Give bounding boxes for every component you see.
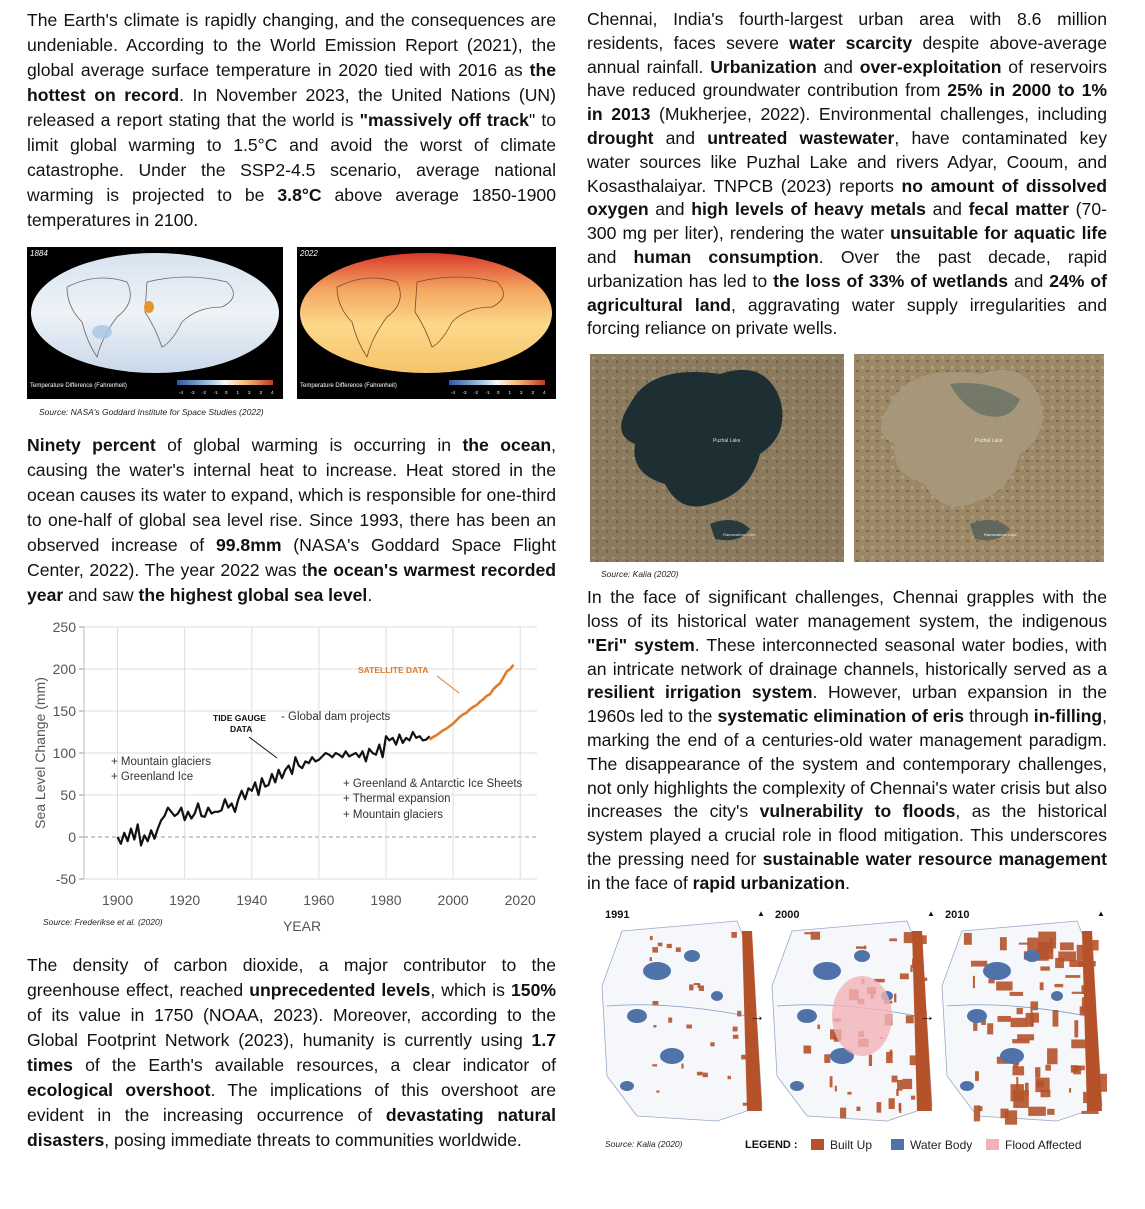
emphasis: untreated wastewater <box>707 127 895 148</box>
emphasis: fecal matter <box>968 199 1070 220</box>
emphasis: sustainable water resource management <box>762 848 1108 869</box>
svg-text:Puzhal Lake: Puzhal Lake <box>975 438 1003 445</box>
emphasis: no amount of dissolved oxygen <box>587 175 1107 220</box>
x-tick-label: 1960 <box>303 892 335 908</box>
map-year-label: 1991 <box>605 908 630 921</box>
carbon-paragraph: The density of carbon dioxide, a major contributor to the greenhouse effect, reached unprecedented levels, which is 150% of its value in 1750 (NOAA, 2023). Moreover, according to the Global Footprint Network (2023), humanity is currently using 1.7 times of the Earth's available resources, a clear indicator of ecological overshoot. The implications of this overshoot are evident in the increasing occurrence of devastating natural disasters, posing immediate threats to communities worldwide. <box>27 955 557 1150</box>
temperature-maps-source: Source: NASA's Goddard Institute for Space Studies (2022) <box>39 407 264 417</box>
emphasis: 25% in 2000 to 1% in 2013 <box>587 80 1108 125</box>
emphasis: the loss of 33% of wetlands <box>773 270 1009 291</box>
glaciers-annotation: + Mountain glaciers <box>111 756 212 768</box>
map-2022-legend-label: Temperature Difference (Fahrenheit) <box>300 383 397 389</box>
legend-title: LEGEND : <box>745 1138 798 1151</box>
y-axis-label: Sea Level Change (mm) <box>32 677 48 829</box>
emphasis: "Eri" system <box>587 634 695 655</box>
emphasis: in-filling <box>1033 706 1103 727</box>
dam-annotation: - Global dam projects <box>281 711 391 723</box>
x-tick-label: 1980 <box>370 892 402 908</box>
emphasis: drought <box>587 127 654 148</box>
svg-text:Puzhal Lake: Puzhal Lake <box>713 438 741 445</box>
ocean-paragraph: Ninety percent of global warming is occurring in the ocean, causing the water's internal heat to increase. Heat stored in the ocean causes its water to expand, which is responsible for one-third to one-half of global sea level rise. Since 1993, there has been an observed increase of 99.8mm (NASA's Goddard Space Flight Center, 2022). The year 2022 was the ocean's warmest recorded year and saw the highest global sea level. <box>27 435 557 605</box>
emphasis: rapid urbanization <box>692 872 846 893</box>
tide-gauge-annotation: DATA <box>230 724 253 734</box>
scale-tick-label: -1 <box>485 390 490 395</box>
scale-tick-label: 2 <box>248 390 251 395</box>
emphasis: Ninety percent <box>27 435 156 455</box>
north-arrow-icon: ▲ <box>927 908 935 918</box>
y-tick-label: -50 <box>55 871 76 887</box>
map-2022-year: 2022 <box>300 249 318 258</box>
emphasis: over-exploitation <box>859 56 1002 77</box>
sea-level-chart <box>27 616 556 944</box>
legend-swatch <box>986 1139 999 1150</box>
urbanization-maps <box>587 906 1107 1156</box>
svg-text:Ramanathan Lake: Ramanathan Lake <box>723 532 756 538</box>
emphasis: the hottest on record <box>27 60 556 105</box>
y-tick-label: 100 <box>52 745 76 761</box>
y-tick-label: 150 <box>52 703 76 719</box>
flood-area <box>832 976 892 1056</box>
emphasis: vulnerability to floods <box>759 801 956 822</box>
emphasis: high levels of heavy metals <box>691 199 926 220</box>
map-2000 <box>749 909 935 1121</box>
chart-source: Source: Frederikse et al. (2020) <box>43 917 163 927</box>
map-year-label: 2000 <box>775 908 800 921</box>
emphasis: systematic elimination of eris <box>717 706 965 727</box>
eri-paragraph: In the face of significant challenges, Chennai grapples with the loss of its historical water management system, the indigenous "Eri" system. These interconnected seasonal water bodies, with an intricate network of drainage channels, historically served as a resilient irrigation system. However, urban expansion in the 1960s led to the systematic elimination of eris through in-filling, marking the end of a centuries-old water management paradigm. The disappearance of the system and contemporary challenges, not only highlights the complexity of Chennai's water crisis but also increases the city's vulnerability to floods, as the historical system played a crucial role in flood mitigation. This underscores the pressing need for sustainable water resource management in the face of rapid urbanization. <box>587 587 1108 893</box>
legend-label: Built Up <box>830 1137 873 1152</box>
scale-tick-label: 2 <box>520 390 523 395</box>
map-year-label: 2010 <box>945 908 970 921</box>
lake-photos-source: Source: Kalia (2020) <box>601 569 679 580</box>
emphasis: unprecedented levels <box>249 980 431 1000</box>
temperature-maps <box>27 247 556 399</box>
emphasis: 24% of agricultural land <box>587 270 1107 315</box>
y-tick-label: 250 <box>52 619 76 635</box>
scale-tick-label: -4 <box>451 390 456 395</box>
emphasis: resilient irrigation system <box>587 682 813 703</box>
emphasis: he ocean's warmest recorded year <box>27 560 556 605</box>
urbanization-maps-figure <box>587 906 1107 1156</box>
map-1884-year: 1884 <box>30 249 48 258</box>
map-1884-legend-label: Temperature Difference (Fahrenheit) <box>30 383 127 389</box>
map-1884-scale-ticks <box>179 390 274 395</box>
x-tick-label: 2020 <box>504 892 536 908</box>
lake-photos-figure <box>590 354 1107 584</box>
map-1991 <box>602 909 765 1121</box>
urban-maps-source: Source: Kalia (2020) <box>605 1138 683 1149</box>
emphasis: ecological overshoot <box>27 1080 211 1100</box>
tide-gauge-annotation: TIDE GAUGE <box>213 713 266 723</box>
progression-arrow-icon: → <box>919 1007 935 1025</box>
left-column <box>27 8 556 1153</box>
scale-tick-label: 3 <box>531 390 535 395</box>
scale-tick-label: -4 <box>179 390 184 395</box>
greenland-annotation: + Greenland Ice <box>111 771 194 783</box>
scale-tick-label: 3 <box>259 390 263 395</box>
x-axis-label: YEAR <box>282 918 322 934</box>
emphasis: 3.8°C <box>277 185 322 205</box>
emphasis: 99.8mm <box>215 535 282 555</box>
right-column <box>587 8 1107 1156</box>
mountain-glaciers-annotation: + Mountain glaciers <box>343 809 444 821</box>
x-tick-label: 2000 <box>437 892 469 908</box>
y-tick-label: 200 <box>52 661 76 677</box>
scale-tick-label: 1 <box>508 390 512 395</box>
x-tick-label: 1940 <box>236 892 268 908</box>
scale-tick-label: -2 <box>474 390 479 395</box>
scale-tick-label: -3 <box>462 390 467 395</box>
chennai-paragraph: Chennai, India's fourth-largest urban area with 8.6 million residents, faces severe water scarcity despite above-average annual rainfall. Urbanization and over-exploitation of reservoirs have reduced groundwater contribution from 25% in 2000 to 1% in 2013 (Mukherjee, 2022). Environmental challenges, including drought and untreated wastewater, have contaminated key water sources like Puzhal Lake and rivers Adyar, Cooum, and Kosasthalaiyar. TNPCB (2023) reports no amount of dissolved oxygen and high levels of heavy metals and fecal matter (70-300 mg per liter), rendering the water unsuitable for aquatic life and human consumption. Over the past decade, rapid urbanization has led to the loss of 33% of wetlands and 24% of agricultural land, aggravating water supply irregularities and forcing reliance on private wells. <box>587 9 1108 339</box>
thermal-annotation: + Thermal expansion <box>343 793 451 805</box>
emphasis: water scarcity <box>789 32 913 53</box>
lake-photos <box>590 354 1104 562</box>
ice-sheets-annotation: + Greenland & Antarctic Ice Sheets <box>343 778 523 790</box>
satellite-annotation: SATELLITE DATA <box>358 665 429 675</box>
x-tick-label: 1900 <box>101 892 134 908</box>
legend-swatch <box>811 1139 824 1150</box>
emphasis: devastating natural disasters <box>27 1105 556 1150</box>
emphasis: human consumption <box>633 246 819 267</box>
emphasis: unsuitable for aquatic life <box>890 223 1107 244</box>
scale-tick-label: -2 <box>202 390 207 395</box>
scale-tick-label: 1 <box>236 390 240 395</box>
emphasis: the highest global sea level <box>138 585 368 605</box>
progression-arrow-icon: → <box>749 1007 765 1025</box>
map-2022-globe <box>300 253 552 373</box>
scale-tick-label: 0 <box>497 390 500 395</box>
emphasis: 1.7 times <box>27 1030 556 1075</box>
north-arrow-icon: ▲ <box>757 908 765 918</box>
x-tick-label: 1920 <box>169 892 201 908</box>
y-tick-label: 50 <box>60 787 76 803</box>
legend-label: Water Body <box>910 1137 973 1152</box>
map-1884-globe <box>31 253 279 373</box>
satellite-line <box>430 665 514 740</box>
intro-paragraph: The Earth's climate is rapidly changing, and the consequences are undeniable. According to the World Emission Report (2021), the global average surface temperature in 2020 tied with 2016 as the hottest on record. In November 2023, the United Nations (UN) released a report stating that the world is "massively off track" to limit global warming to 1.5°C and avoid the worst of climate catastrophe. Under the SSP2-4.5 scenario, average national warming is projected to be 3.8°C above average 1850-1900 temperatures in 2100. <box>27 10 556 230</box>
scale-tick-label: 4 <box>271 390 274 395</box>
scale-tick-label: -1 <box>213 390 218 395</box>
y-tick-label: 0 <box>68 829 76 845</box>
emphasis: Urbanization <box>710 56 817 77</box>
legend-swatch <box>891 1139 904 1150</box>
north-arrow-icon: ▲ <box>1097 908 1105 918</box>
map-2010 <box>919 909 1107 1125</box>
emphasis: the ocean <box>462 435 552 455</box>
sea-level-chart-figure <box>27 616 556 949</box>
svg-text:Ramanathan Lake: Ramanathan Lake <box>984 532 1017 538</box>
scale-tick-label: -3 <box>190 390 195 395</box>
scale-tick-label: 4 <box>543 390 546 395</box>
emphasis: 150% <box>511 980 557 1000</box>
map-2022-scale-ticks <box>451 390 546 395</box>
scale-tick-label: 0 <box>225 390 228 395</box>
tide-gauge-leader <box>249 737 277 758</box>
legend-label: Flood Affected <box>1005 1137 1082 1152</box>
satellite-leader <box>437 676 459 693</box>
emphasis: "massively off track <box>359 110 529 130</box>
temperature-maps-figure <box>27 247 556 425</box>
